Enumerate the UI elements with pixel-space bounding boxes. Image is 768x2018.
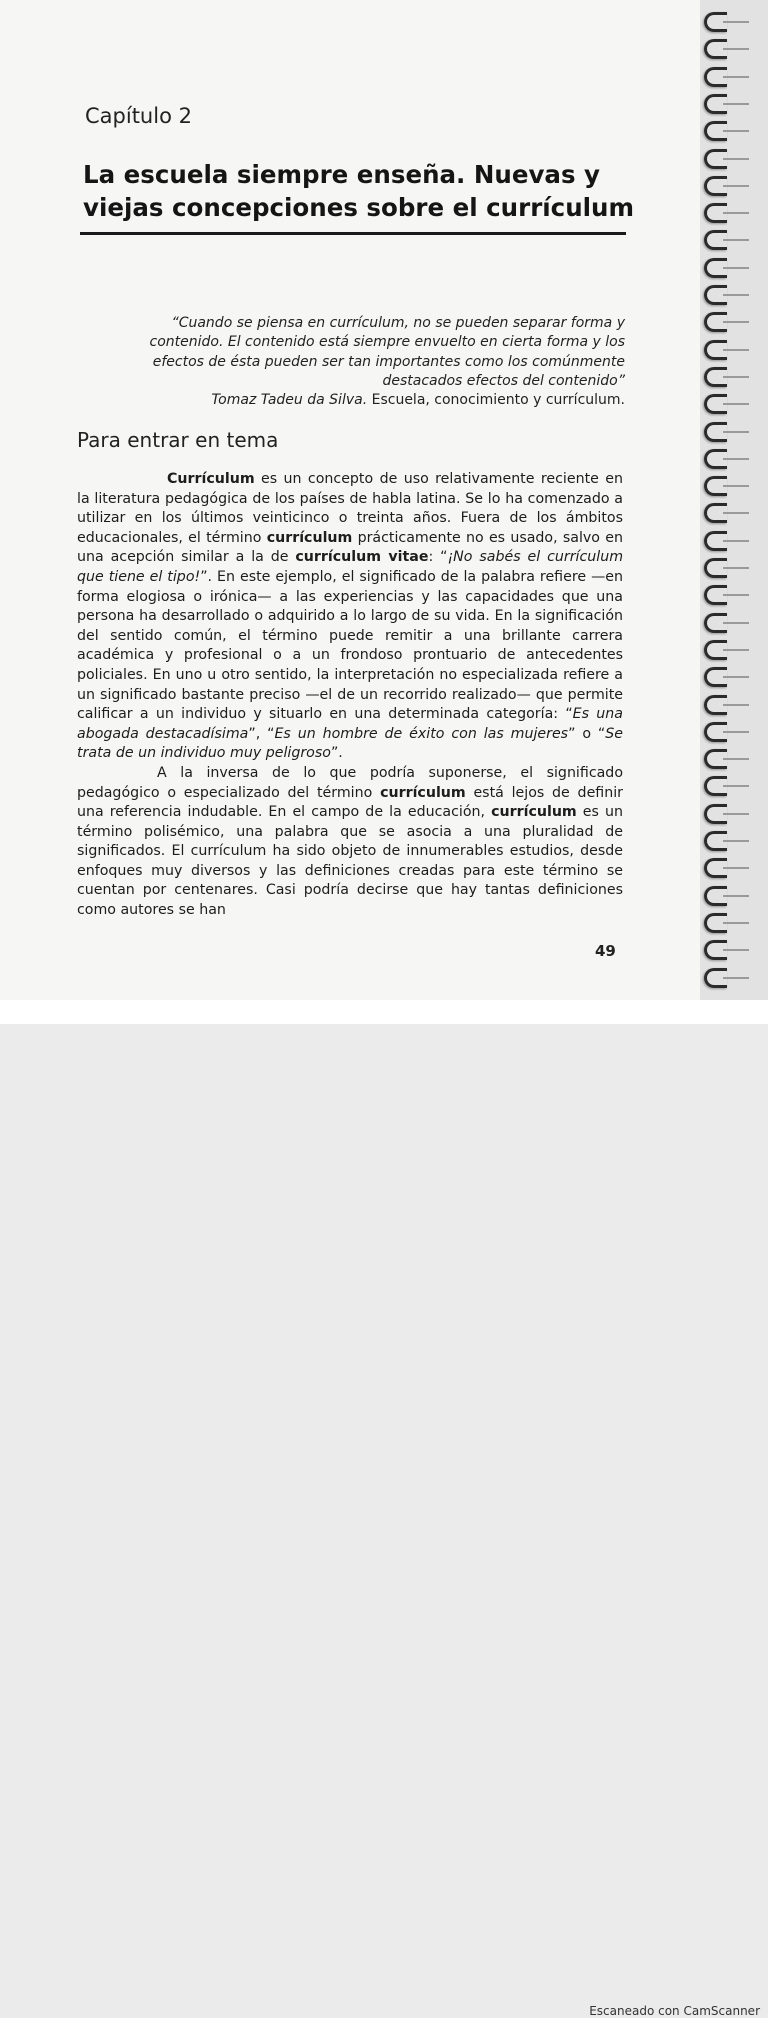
text-run: está lejos de definir una referencia indudable. En el campo de la educación, [77,784,623,821]
spiral-ring [704,476,727,496]
text-run: Currículum [167,471,255,487]
spiral-ring [704,886,727,906]
spiral-ring [704,831,727,851]
body-text [77,470,623,921]
spiral-ring [704,12,727,32]
text-run: currículum [266,529,353,546]
text-run: Es un hombre de éxito con las mujeres [274,725,569,742]
spiral-ring [704,968,727,988]
spiral-ring [704,667,727,687]
text-run: currículum vitae [295,549,429,566]
spiral-ring [704,858,727,878]
spiral-ring [704,394,727,414]
section-heading: Para entrar en tema [77,428,279,452]
epigraph-quote: “Cuando se piensa en currículum, no se pueden separar forma y contenido. El contenido está siempre envuelto en cierta forma y los efectos de ésta pueden ser tan importantes como los comúnmente destacados efectos del contenido” [149,315,625,389]
spiral-ring [704,312,727,332]
spiral-ring [704,149,727,169]
epigraph-work: Escuela, conocimiento y currículum. [367,392,625,409]
spiral-ring [704,258,727,278]
text-run: ” o “ [568,725,606,742]
spiral-ring [704,121,727,141]
spiral-ring [704,176,727,196]
spiral-ring [704,749,727,769]
chapter-label: Capítulo 2 [85,104,192,128]
spiral-ring [704,449,727,469]
text-run: Es una abogada destacadísima [77,706,623,742]
text-run: ”. En este ejemplo, el significado de la palabra refiere —en forma elogiosa o irónica— a las experiencias y las capacidades que una persona ha desarrollado o adquirido a lo largo de su vida. En la significación del sentido común, el término puede remitir a una brillante carrera académica y profesional o a un frondoso prontuario de antecedentes policiales. En uno u otro sentido, la interpretación no especializada refiere a un significado bastante preciso —el de un recorrido realizado— que permite calificar a un individuo y situarlo en una determinada categoría: “ [77,568,623,723]
text-run: es un término polisémico, una palabra que se asocia a una pluralidad de significados. El currículum ha sido objeto de innumerables estudios, desde enfoques muy diversos y las definiciones creadas para este término se cuentan por centenares. Casi podría decirse que hay tantas definiciones como autores se han [77,804,624,919]
spiral-ring [704,640,727,660]
epigraph-author: Tomaz Tadeu da Silva. [211,392,368,409]
spiral-ring [704,804,727,824]
spiral-ring [704,613,727,633]
spiral-ring [704,230,727,250]
spiral-ring [704,94,727,114]
text-run: : “ [428,549,448,566]
page-number: 49 [595,942,616,960]
text-run: prácticamente no es usado, salvo en una acepción similar a la de [77,529,623,566]
title-underline [80,232,626,235]
book-page [0,0,700,1024]
spiral-ring [704,367,727,387]
spiral-ring [704,503,727,523]
spiral-ring [704,531,727,551]
spiral-ring [704,722,727,742]
spiral-ring [704,39,727,59]
spiral-binding [700,0,768,1000]
spiral-ring [704,285,727,305]
chapter-title: La escuela siempre enseña. Nuevas y viejas concepciones sobre el currículum [83,160,635,222]
text-run: ¡No sabés el currículum que tiene el tipo! [77,549,624,585]
text-run: currículum [380,784,466,801]
text-run: A la inversa de lo que podría suponerse, el significado pedagógico o especializado del término [77,764,623,801]
text-run: Se trata de un individuo muy peligroso [77,725,623,762]
scanner-watermark: Escaneado con CamScanner [589,2004,760,2018]
text-run: currículum [491,804,577,821]
paragraph-2 [77,764,623,921]
epigraph [100,314,625,410]
text-run: es un concepto de uso relativamente reciente en la literatura pedagógica de los países de habla latina. Se lo ha comenzado a utilizar en los últimos veinticinco o treinta años. Fuera de los ámbitos educacionales, el término [77,471,623,546]
spiral-ring [704,695,727,715]
spiral-ring [704,940,727,960]
spiral-ring [704,67,727,87]
spiral-ring [704,340,727,360]
spiral-ring [704,558,727,578]
text-run: ”. [330,745,343,762]
spiral-ring [704,776,727,796]
spiral-ring [704,422,727,442]
spiral-ring [704,913,727,933]
epigraph-source [100,391,625,410]
paragraph-1 [77,470,623,764]
spiral-ring [704,585,727,605]
spiral-ring [704,203,727,223]
scanner-footer [0,1000,768,2018]
text-run: ”, “ [248,725,275,742]
